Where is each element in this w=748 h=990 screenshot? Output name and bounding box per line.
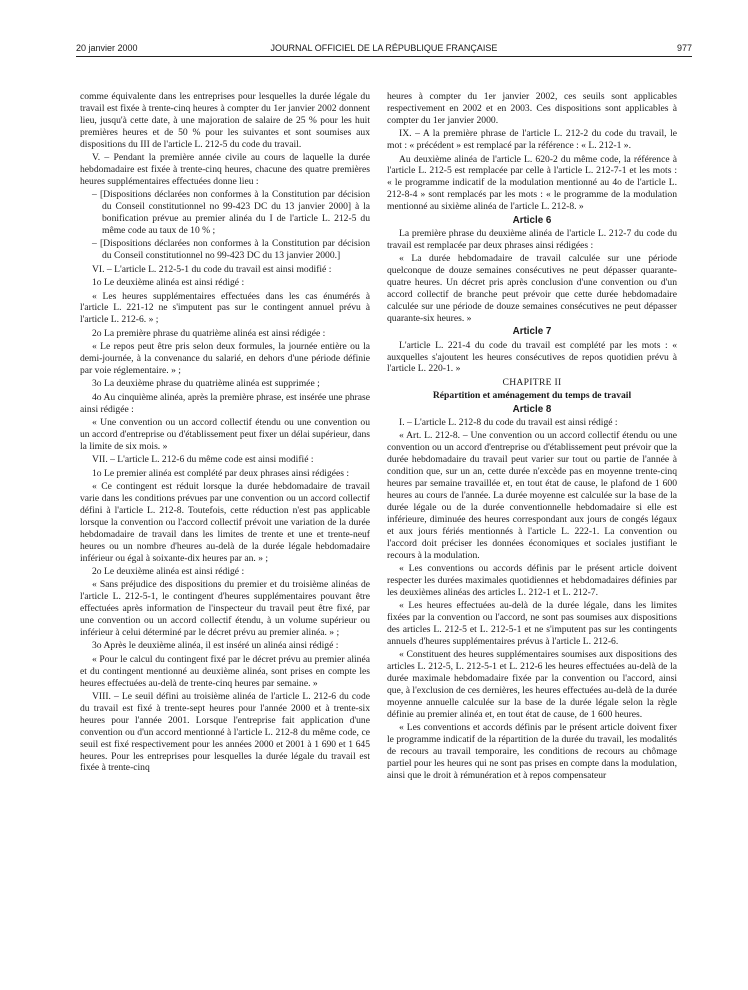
header-journal-title: JOURNAL OFFICIEL DE LA RÉPUBLIQUE FRANÇAISE bbox=[270, 43, 498, 53]
paragraph: « Art. L. 212-8. – Une convention ou un accord collectif étendu ou une convention ou un accord d'entreprise ou d'établissement peut prévoir que la durée hebdomadaire du travail peut varier sur tout ou partie de l'année à condition que, sur un an, cette durée n'excède pas en moyenne trente-cinq heures par semaine travaillée et, en tout état de cause, le plafond de 1 600 heures au cours de l'année. La durée moyenne est calculée sur la base de la durée légale ou de la durée conventionnelle hebdomadaire si elle est inférieure, diminuée des heures correspondant aux jours de congés légaux et aux jours fériés mentionnés à l'article L. 222-1. La convention ou l'accord doit préciser les données économiques et sociales justifiant le recours à la modulation. bbox=[387, 430, 677, 561]
paragraph: VI. – L'article L. 212-5-1 du code du travail est ainsi modifié : bbox=[92, 263, 332, 275]
paragraph: « Pour le calcul du contingent fixé par le décret prévu au premier alinéa et du contingent mentionné au deuxième alinéa, sont prises en compte les heures effectuées au-delà de trente-cinq heures par semaine. » bbox=[80, 653, 370, 689]
paragraph: V. – Pendant la première année civile au cours de laquelle la durée hebdomadaire est fixée à trente-cinq heures, chacune des quatre premières heures supplémentaires effectuées donne lieu : bbox=[80, 152, 370, 187]
article-heading: Article 7 bbox=[512, 326, 552, 338]
header-rule bbox=[76, 56, 692, 57]
paragraph: « Le repos peut être pris selon deux formules, la journée entière ou la demi-journée, à la convenance du salarié, en dehors d'une période définie par voie réglementaire. » ; bbox=[80, 341, 370, 376]
paragraph: – [Dispositions déclarées non conformes à la Constitution par décision du Conseil constitutionnel no 99-423 DC du 13 janvier 2000.] bbox=[92, 238, 370, 262]
article-heading: Article 8 bbox=[512, 403, 552, 415]
paragraph: heures à compter du 1er janvier 2002, ces seuils sont applicables respectivement en 2002 et en 2003. Ces dispositions sont applicables à compter du 1er janvier 2000. bbox=[387, 91, 677, 126]
left-column bbox=[80, 91, 370, 776]
paragraph: « Les conventions ou accords définis par le présent article doivent respecter les durées maximales quotidiennes et hebdomadaires définies par les deuxièmes alinéas des articles L. 212-1 et L. 212-7. bbox=[387, 562, 677, 598]
paragraph: 3o La deuxième phrase du quatrième alinéa est supprimée ; bbox=[92, 378, 320, 390]
paragraph: L'article L. 221-4 du code du travail est complété par les mots : « auxquelles s'ajoutent les heures consécutives de repos quotidien prévu à l'article L. 220-1. » bbox=[387, 339, 677, 375]
paragraph: 2o Le deuxième alinéa est ainsi rédigé : bbox=[92, 565, 245, 577]
paragraph: « Les conventions et accords définis par le présent article doivent fixer le programme indicatif de la répartition de la durée du travail, les modalités de recours au travail temporaire, les conditions de recours au chômage partiel pour les heures qui ne sont pas prises en compte dans la modulation, ainsi que le droit à rémunération et à repos compensateur bbox=[387, 722, 677, 781]
paragraph: 2o La première phrase du quatrième alinéa est ainsi rédigée : bbox=[92, 327, 326, 339]
paragraph: Au deuxième alinéa de l'article L. 620-2 du même code, la référence à l'article L. 212-5 est remplacée par celle à l'article L. 212-7-1 et les mots : « le programme indicatif de la modulation mentionné au 4o de l'article L. 212-8-4 » sont remplacés par les mots : « le programme de la modulation mentionné au sixième alinéa de l'article L. 212-8. » bbox=[387, 153, 677, 213]
paragraph: « Une convention ou un accord collectif étendu ou une convention ou un accord d'entreprise ou d'établissement peut fixer un délai supérieur, dans la limite de six mois. » bbox=[80, 417, 370, 452]
paragraph: « La durée hebdomadaire de travail calculée sur une période quelconque de douze semaines consécutives ne peut dépasser quarante-quatre heures. Un décret pris après conclusion d'une convention ou d'un accord collectif de branche peut prévoir que cette durée hebdomadaire calculée sur une période de douze semaines consécutives ne peut dépasser quarante-six heures. » bbox=[387, 253, 677, 324]
chapter-heading: CHAPITRE II bbox=[502, 376, 562, 388]
paragraph: 1o Le premier alinéa est complété par deux phrases ainsi rédigées : bbox=[92, 467, 350, 479]
header-page-number: 977 bbox=[676, 43, 692, 53]
right-column bbox=[387, 91, 677, 783]
paragraph: – [Dispositions déclarées non conformes à la Constitution par décision du Conseil constitutionnel no 99-423 DC du 13 janvier 2000] à la bonification prévue au premier alinéa du I de l'article L. 212-5 du même code au taux de 10 % ; bbox=[92, 189, 370, 236]
paragraph: « Constituent des heures supplémentaires soumises aux dispositions des articles L. 212-5, L. 212-5-1 et L. 212-6 les heures effectuées au-delà de la durée maximale hebdomadaire fixée par la convention ou l'accord, ainsi que, à l'exclusion de ces dernières, les heures effectuées au-delà de la durée moyenne annuelle calculée sur la base de la durée légale selon la règle définie au premier alinéa et, en tout état de cause, de 1 600 heures. bbox=[387, 649, 677, 720]
paragraph: IX. – A la première phrase de l'article L. 212-2 du code du travail, le mot : « précédent » est remplacé par la référence : « L. 212-1 ». bbox=[387, 128, 677, 152]
paragraph: « Les heures supplémentaires effectuées dans les cas énumérés à l'article L. 221-12 ne s'imputent pas sur le contingent annuel prévu à l'article L. 212-6. » ; bbox=[80, 290, 370, 326]
page-header bbox=[76, 43, 692, 57]
paragraph: I. – L'article L. 212-8 du code du travail est ainsi rédigé : bbox=[399, 417, 618, 429]
paragraph: comme équivalente dans les entreprises pour lesquelles la durée légale du travail est fixée à trente-cinq heures à compter du 1er janvier 2002 donnent lieu, jusqu'à cette date, à une majoration de salaire de 25 % pour les huit premières heures et de 50 % pour les suivantes et sont soumises aux dispositions du III de l'article L. 212-5 du code du travail. bbox=[80, 91, 370, 150]
paragraph: 1o Le deuxième alinéa est ainsi rédigé : bbox=[92, 277, 245, 289]
paragraph: « Les heures effectuées au-delà de la durée légale, dans les limites fixées par la convention ou l'accord, ne sont pas soumises aux dispositions des articles L. 212-5 et L. 212-5-1 et ne s'imputent pas sur les contingents annuels d'heures supplémentaires prévus à l'article L. 212-6. bbox=[387, 600, 677, 647]
paragraph: 4o Au cinquième alinéa, après la première phrase, est insérée une phrase ainsi rédigée : bbox=[80, 391, 370, 415]
paragraph: VIII. – Le seuil défini au troisième alinéa de l'article L. 212-6 du code du travail est fixé à trente-sept heures pour l'année 2000 et à trente-six heures pour l'année 2001. Lorsque l'entreprise fait application d'une convention ou d'un accord mentionné à l'article L. 212-8 du même code, ce seuil est fixé respectivement pour les années 2000 et 2001 à 1 690 et 1 645 heures. Pour les entreprises pour lesquelles la durée légale du travail est fixée à trente-cinq bbox=[80, 691, 370, 774]
paragraph: 3o Après le deuxième alinéa, il est inséré un alinéa ainsi rédigé : bbox=[92, 640, 339, 652]
article-heading: Article 6 bbox=[512, 214, 552, 226]
paragraph: La première phrase du deuxième alinéa de l'article L. 212-7 du code du travail est remplacée par deux phrases ainsi rédigées : bbox=[387, 227, 677, 251]
paragraph: « Sans préjudice des dispositions du premier et du troisième alinéas de l'article L. 212-5-1, le contingent d'heures supplémentaires pouvant être effectuées après information de l'inspecteur du travail peut être fixé, par une convention ou un accord collectif étendu, à un volume supérieur ou inférieur à celui déterminé par le décret prévu au premier alinéa. » ; bbox=[80, 579, 370, 638]
header-date: 20 janvier 2000 bbox=[76, 43, 138, 53]
section-heading: Répartition et aménagement du temps de travail bbox=[432, 390, 632, 402]
paragraph: « Ce contingent est réduit lorsque la durée hebdomadaire de travail varie dans les conditions prévues par une convention ou un accord collectif défini à l'article L. 212-8. Toutefois, cette réduction n'est pas applicable lorsque la convention ou l'accord collectif prévoit une variation de la durée hebdomadaire de travail dans les limites de trente et une et trente-neuf heures ou un nombre d'heures au-delà de la durée légale hebdomadaire inférieur ou égal à soixante-dix heures par an. » ; bbox=[80, 481, 370, 564]
paragraph: VII. – L'article L. 212-6 du même code est ainsi modifié : bbox=[92, 454, 314, 466]
